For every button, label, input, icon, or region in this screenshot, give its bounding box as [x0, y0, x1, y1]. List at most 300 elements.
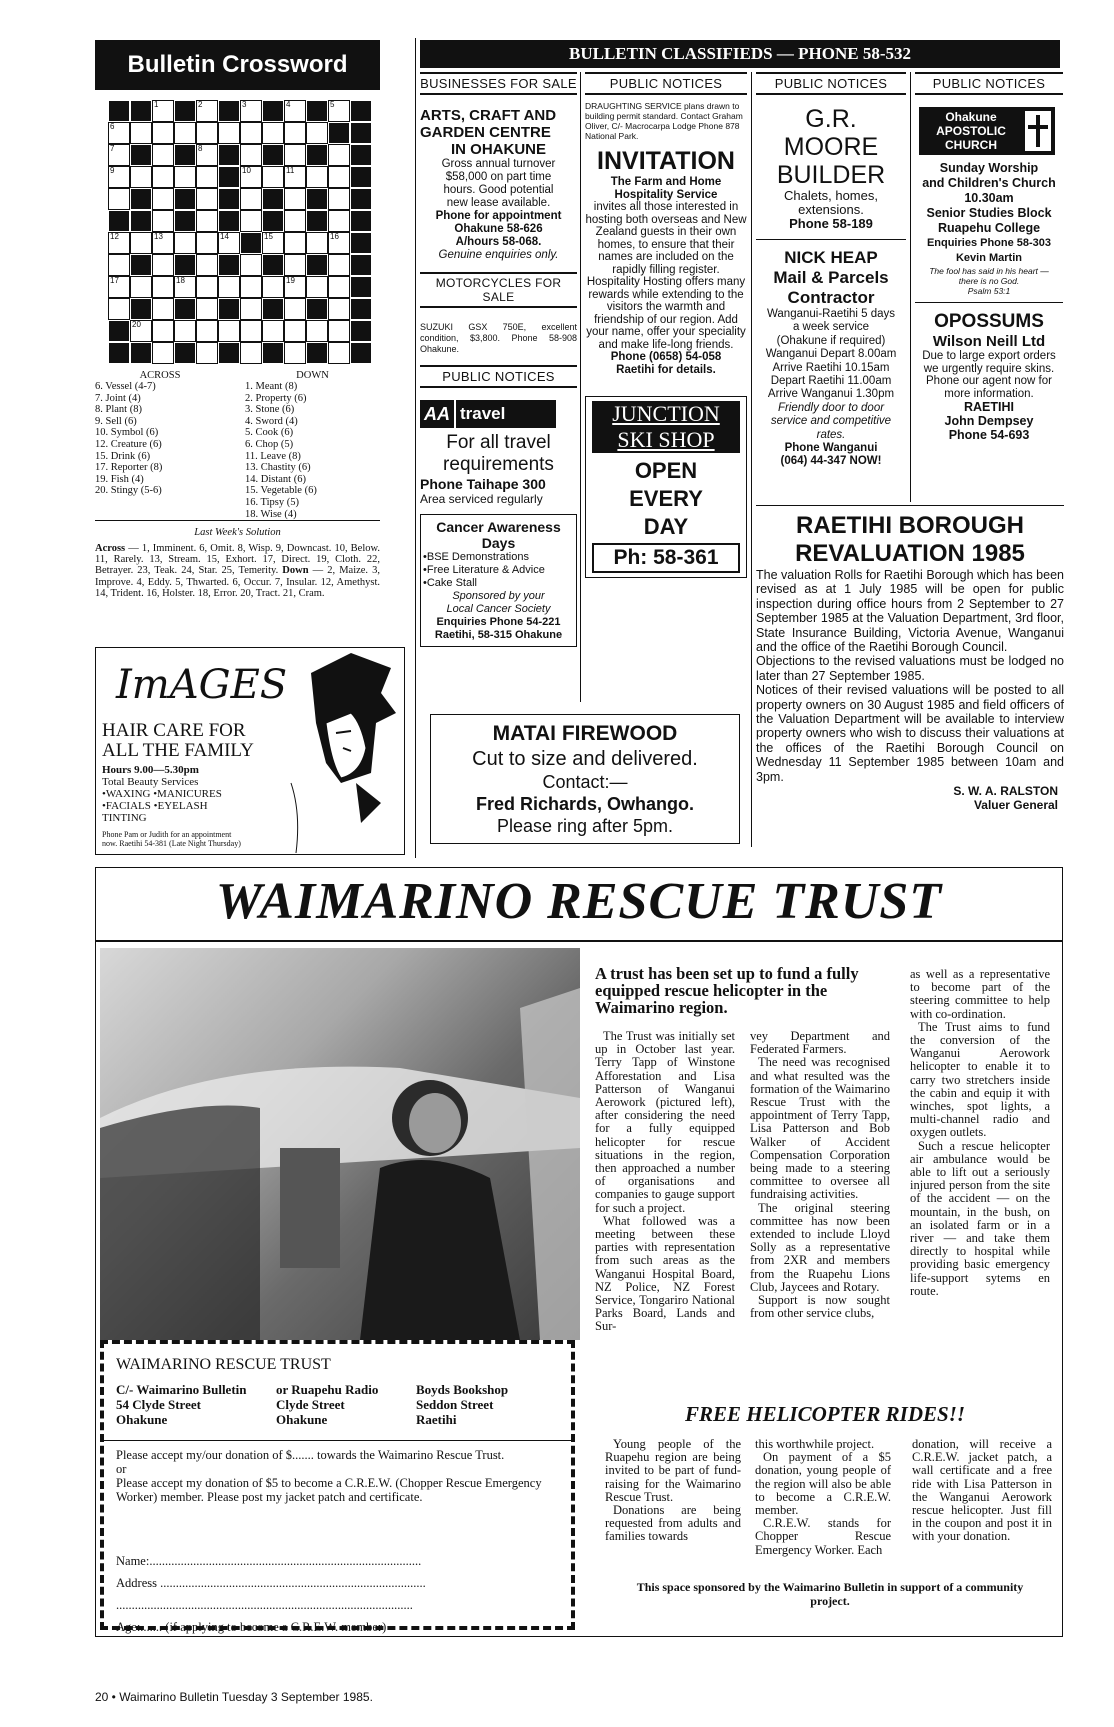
coupon-c3: Raetihi [416, 1412, 457, 1427]
down-clue: 16. Tipsy (5) [245, 496, 299, 508]
inv-body: invites all those interested in hosting both overseas and New Zealand guests in their own homes, to ensure that their names are included on the rapidly filling register. Hospitality Hosting offers many rewards while extending to the visitors the warmth and friendship of our region. Add your name, offer your speciality and make life-long friends. [585, 201, 747, 351]
solution-text [95, 543, 380, 599]
arts-title3: IN OHAKUNE [450, 141, 546, 158]
inv-title: INVITATION [597, 147, 735, 175]
crossword-square[interactable] [108, 276, 130, 298]
crossword-square[interactable] [284, 188, 306, 210]
coupon-a1: C/- Waimarino Bulletin [116, 1382, 247, 1397]
crossword-block [350, 254, 372, 276]
crossword-square[interactable] [328, 320, 350, 342]
crossword-block [130, 254, 152, 276]
opossums-title: OPOSSUMS [934, 311, 1044, 332]
crossword-block [328, 122, 350, 144]
crossword-square[interactable] [240, 122, 262, 144]
inv-phone2: Raetihi for details. [616, 363, 716, 376]
down-clue: 15. Vegetable (6) [245, 485, 317, 497]
crossword-square[interactable] [240, 254, 262, 276]
crossword-square[interactable] [328, 298, 350, 320]
crossword-square[interactable] [284, 122, 306, 144]
down-clue: 3. Stone (6) [245, 404, 295, 416]
crossword-block [306, 210, 328, 232]
crossword-block [108, 210, 130, 232]
solution-down-label: Down [282, 565, 309, 577]
clue-number: 3 [242, 100, 247, 109]
rescue-c1: The Trust was initially set up in October last year. Terry Tapp of Winstone Afforestation and Lisa Patterson of Wanganui Aerowork (pictured left), after considering the need for a fully equipped helicopter for rescue situations in the region, then approached a number of organisations and companies to gauge support for such a project. [595, 1029, 735, 1215]
crossword-square[interactable] [130, 122, 152, 144]
crossword-square[interactable] [218, 276, 240, 298]
crossword-square[interactable] [328, 232, 350, 254]
crossword-square[interactable] [152, 188, 174, 210]
images-hours: Hours 9.00—5.30pm [102, 764, 199, 776]
rescue-c2b: The need was recognised and what resulted was the formation of the Waimarino Rescue Trust with the appointment of Terry Tapp, Lisa Patterson and Bob Walker of Accident Compensation Corporation being made to a steering committee to oversee all fundraising activities. [750, 1055, 890, 1202]
across-clue: 15. Drink (6) [95, 450, 151, 462]
col4 [915, 72, 1063, 442]
crossword-square[interactable] [240, 188, 262, 210]
rescue-col2 [750, 1030, 890, 1320]
clue-number: 16 [330, 232, 339, 241]
crossword-square[interactable] [108, 254, 130, 276]
opossums-body: Due to large export orders we urgently require skins. Phone our agent now for more information. [922, 350, 1056, 400]
rescue-title: WAIMARINO RESCUE TRUST [215, 873, 943, 930]
crossword-square[interactable] [284, 166, 306, 188]
cancer-sp2: Local Cancer Society [446, 603, 551, 615]
rescue-c2d: Support is now sought from other service clubs, [750, 1293, 890, 1321]
arts-body2: $58,000 on part time [445, 171, 552, 183]
across-clue: 6. Vessel (4-7) [95, 381, 156, 392]
crossword-block [218, 298, 240, 320]
reval-title1: RAETIHI BOROUGH [796, 512, 1024, 539]
cancer-enq2: Raetihi, 58-315 Ohakune [434, 629, 563, 641]
clue-number: 19 [286, 276, 295, 285]
church-b2: and Children's Church [922, 176, 1056, 190]
crossword-square[interactable] [262, 122, 284, 144]
clue-number: 12 [110, 232, 119, 241]
nick-b4: Wanganui Depart 8.00am [765, 348, 897, 361]
images-contact1: Phone Pam or Judith for an appointment [102, 830, 232, 839]
crossword-block [306, 100, 328, 122]
crossword-square[interactable] [152, 166, 174, 188]
church-b7: Kevin Martin [955, 252, 1022, 264]
crossword-square[interactable] [108, 298, 130, 320]
nick-i2: service and competitive [770, 415, 892, 428]
rescue-title-rule [95, 940, 1063, 942]
crossword-block [130, 144, 152, 166]
images-line2: ALL THE FAMILY [102, 740, 254, 761]
crossword-block [306, 188, 328, 210]
crossword-square[interactable] [174, 320, 196, 342]
crossword-square[interactable] [262, 166, 284, 188]
church-logo [919, 107, 1055, 155]
crossword-block [174, 188, 196, 210]
crossword-square[interactable] [284, 342, 306, 364]
cancer-title1: Cancer Awareness [436, 519, 561, 535]
crossword-block [218, 342, 240, 364]
crossword-square[interactable] [240, 144, 262, 166]
crossword-square[interactable] [328, 144, 350, 166]
free-rides-title: FREE HELICOPTER RIDES!! [684, 1402, 966, 1426]
opossums-sub: Wilson Neill Ltd [932, 333, 1046, 350]
reval-p3: Notices of their revised valuations will be posted to all property owners on 30 August 1985 and field officers of the Valuation Department will be available to interview property owners who wish to discuss their valuations at the offices of the Raetihi Borough Council on Wednesday 11 September 1985 between 10am and 3pm. [756, 683, 1064, 784]
crossword-square[interactable] [306, 166, 328, 188]
crossword-block [174, 298, 196, 320]
model-illustration [281, 653, 401, 853]
crossword-square[interactable] [262, 320, 284, 342]
church-q1: The fool has said in his heart — [929, 266, 1049, 276]
cancer-b2: •Free Literature & Advice [423, 564, 545, 576]
col3 [756, 72, 906, 469]
down-clue: 18. Wise (4) [245, 508, 297, 520]
crossword-square[interactable] [108, 188, 130, 210]
matai-l2: Contact:— [542, 772, 628, 792]
crossword-section [95, 40, 412, 635]
clue-number: 6 [110, 122, 115, 131]
clue-number: 15 [264, 232, 273, 241]
across-clue: 19. Fish (4) [95, 473, 144, 485]
images-services: Total Beauty Services [102, 776, 199, 788]
nick-b2: a week service [792, 321, 870, 334]
crossword-block [218, 144, 240, 166]
crossword-block [130, 100, 152, 122]
free-col1 [605, 1438, 741, 1544]
junction-ad [585, 396, 747, 578]
crossword-square[interactable] [108, 144, 130, 166]
inv-b2: Hospitality Service [614, 188, 718, 201]
crossword-square[interactable] [152, 122, 174, 144]
gr-phone: Phone 58-189 [789, 216, 873, 231]
crossword-block [306, 298, 328, 320]
church2: APOSTOLIC [936, 124, 1006, 138]
junction1: JUNCTION [612, 401, 720, 426]
cancer-b3: •Cake Stall [423, 577, 477, 589]
crossword-square[interactable] [174, 122, 196, 144]
col3-header: PUBLIC NOTICES [756, 72, 906, 95]
matai-ad [430, 714, 740, 844]
coupon-b3: Ohakune [276, 1412, 328, 1427]
crossword-block [218, 188, 240, 210]
church-b5: Ruapehu College [937, 221, 1041, 235]
rescue-c1b: What followed was a meeting between these parties with representation from such areas as the Wanganui Hospital Board, NZ Police, NZ Forest Service, Tongariro National Parks Board, Lands and Sur- [595, 1213, 735, 1334]
crossword-square[interactable] [328, 100, 350, 122]
crossword-square[interactable] [284, 100, 306, 122]
crossword-square[interactable] [196, 144, 218, 166]
church-q3: Psalm 53:1 [967, 286, 1011, 296]
arts-phone1: Phone for appointment [435, 210, 562, 222]
crossword-block [262, 144, 284, 166]
down-clue: 6. Chop (5) [245, 438, 294, 450]
images-contact2: now. Raetihi 54-381 (Late Night Thursday) [102, 839, 241, 848]
coupon-p1: Please accept my/our donation of $....... towards the Waimarino Rescue Trust. [116, 1448, 505, 1462]
solution-title: Last Week's Solution [194, 527, 281, 538]
coupon-a2: 54 Clyde Street [116, 1397, 201, 1412]
crossword-block [218, 100, 240, 122]
down-clue: 1. Meant (8) [245, 381, 298, 392]
nick-b6: Depart Raetihi 11.00am [770, 375, 892, 388]
crossword-square[interactable] [196, 232, 218, 254]
crossword-square[interactable] [240, 100, 262, 122]
crossword-square[interactable] [240, 320, 262, 342]
crossword-square[interactable] [284, 320, 306, 342]
coupon-or: or [116, 1462, 127, 1476]
across-clue: 7. Joint (4) [95, 392, 141, 404]
church-b4: Senior Studies Block [926, 206, 1052, 220]
nick-p1: Phone Wanganui [784, 442, 878, 455]
revaluation-notice [756, 505, 1064, 812]
crossword-square[interactable] [240, 298, 262, 320]
crossword-square[interactable] [196, 342, 218, 364]
arts-body1: Gross annual turnover [441, 158, 556, 170]
solution-across-label: Across [95, 543, 126, 554]
across-clue: 12. Creature (6) [95, 438, 162, 450]
crossword-square[interactable] [218, 320, 240, 342]
crossword-square[interactable] [262, 276, 284, 298]
crossword-block [350, 188, 372, 210]
down-clue: 11. Leave (8) [245, 450, 301, 462]
crossword-block [306, 144, 328, 166]
crossword-block [350, 320, 372, 342]
crossword-square[interactable] [130, 166, 152, 188]
images-line1: HAIR CARE FOR [102, 720, 246, 741]
crossword-square[interactable] [328, 188, 350, 210]
reval-sig2: Valuer General [973, 798, 1058, 813]
cancer-ad [420, 514, 577, 647]
clue-number: 9 [110, 166, 115, 175]
free-f1: Young people of the Ruapehu region are being invited to be part of fund-raising for the Waimarino Rescue Trust. [605, 1437, 741, 1504]
crossword-square[interactable] [196, 188, 218, 210]
open3: DAY [643, 514, 689, 539]
nick-title2: Mail & Parcels [773, 268, 889, 287]
crossword-block [262, 210, 284, 232]
crossword-square[interactable] [196, 122, 218, 144]
reval-title2: REVALUATION 1985 [795, 540, 1025, 567]
crossword-square[interactable] [328, 276, 350, 298]
crossword-block [240, 232, 262, 254]
church3: CHURCH [945, 138, 997, 152]
images-ad [95, 647, 405, 855]
coupon-b1: or Ruapehu Radio [276, 1382, 379, 1397]
inv-phone1: Phone (0658) 54-058 [610, 351, 722, 363]
col2-header: PUBLIC NOTICES [585, 72, 747, 95]
crossword-square[interactable] [306, 232, 328, 254]
crossword-square[interactable] [218, 232, 240, 254]
coupon-address-line2[interactable]: ............................................................................................... [116, 1598, 413, 1612]
crossword-square[interactable] [152, 320, 174, 342]
down-title: DOWN [296, 370, 329, 381]
crossword-square[interactable] [284, 144, 306, 166]
aa-line2: requirements [443, 454, 554, 475]
clue-number: 10 [242, 166, 251, 175]
col1 [420, 72, 577, 647]
across-clue: 17. Reporter (8) [95, 462, 163, 474]
crossword-block [108, 320, 130, 342]
down-list [245, 381, 380, 520]
clue-number: 20 [132, 320, 141, 329]
clue-number: 18 [176, 276, 185, 285]
coupon-address-field[interactable]: Address ..................................................................................... [116, 1576, 426, 1590]
clue-number: 1 [154, 100, 159, 109]
crossword-block [218, 210, 240, 232]
opossums-r2: John Dempsey [944, 414, 1034, 428]
crossword-square[interactable] [152, 210, 174, 232]
cancer-title2: Days [481, 535, 516, 551]
crossword-block [174, 342, 196, 364]
down-clue: 5. Cook (6) [245, 427, 294, 439]
col-rule-3 [910, 72, 911, 502]
crossword-square[interactable] [284, 232, 306, 254]
crossword-square[interactable] [284, 298, 306, 320]
crossword-block [108, 100, 130, 122]
nick-b7: Arrive Wanganui 1.30pm [767, 388, 895, 401]
cancer-enq1: Enquiries Phone 54-221 [436, 616, 561, 628]
crossword-square[interactable] [328, 254, 350, 276]
free-col2 [755, 1438, 891, 1557]
across-clue: 8. Plant (8) [95, 404, 142, 416]
crossword-block [350, 210, 372, 232]
cancer-sp1: Sponsored by your [452, 590, 545, 602]
crossword-square[interactable] [108, 166, 130, 188]
junction2: SKI SHOP [617, 427, 715, 452]
crossword-square[interactable] [262, 232, 284, 254]
church-b6: Enquiries Phone 58-303 [926, 237, 1052, 249]
crossword-block [350, 100, 372, 122]
matai-l4: Please ring after 5pm. [496, 816, 674, 836]
crossword-square[interactable] [174, 276, 196, 298]
rescue-col1 [595, 1030, 735, 1334]
nick-i3: rates. [816, 428, 846, 441]
clue-number: 8 [198, 144, 203, 153]
rescue-col3 [910, 968, 1050, 1298]
crossword-square[interactable] [196, 100, 218, 122]
crossword-square[interactable] [328, 166, 350, 188]
moto-body: SUZUKI GSX 750E, excellent condition, $3,800. Phone 58-908 Ohakune. [420, 322, 577, 354]
images-s1: •WAXING •MANICURES [102, 788, 222, 800]
rescue-c3b: The Trust aims to fund the conversion of the Wanganui Aerowork helicopter to enable it to carry two stretchers inside the cabin and equip it with winches, spot lights, a multi-channel radio and oxygen outlets. [910, 1019, 1050, 1140]
crossword-block [130, 188, 152, 210]
down-clues [245, 370, 380, 520]
crossword-block [130, 210, 152, 232]
crossword-block [350, 232, 372, 254]
crossword-square[interactable] [152, 254, 174, 276]
crossword-square[interactable] [240, 210, 262, 232]
crossword-square[interactable] [196, 210, 218, 232]
matai-l3: Fred Richards, Owhango. [475, 794, 695, 814]
church1: Ohakune [945, 110, 997, 124]
pn-header: PUBLIC NOTICES [420, 365, 577, 388]
reval-p2: Objections to the revised valuations must be lodged no later than 27 September 1985. [756, 654, 1064, 683]
clue-number: 13 [154, 232, 163, 241]
crossword-square[interactable] [152, 342, 174, 364]
rescue-c2c: The original steering committee has now been extended to include Lloyd Solly as a representative from 2XR and members from the Ruapehu Lions Club, Jaycees and Rotary. [750, 1200, 890, 1294]
crossword-square[interactable] [240, 166, 262, 188]
matai-l1: Cut to size and delivered. [472, 748, 698, 770]
coupon-title: WAIMARINO RESCUE TRUST [116, 1356, 331, 1373]
crossword-block [262, 298, 284, 320]
crossword-square[interactable] [152, 276, 174, 298]
down-clue: 14. Distant (6) [245, 473, 306, 485]
nick-b3: (Ohakune if required) [776, 334, 886, 347]
coupon-name-field[interactable]: Name:....................................................................................... [116, 1554, 422, 1568]
crossword-grid [108, 100, 372, 364]
nick-b1: Wanganui-Raetihi 5 days [766, 308, 896, 320]
aa-word: travel [456, 400, 556, 428]
crossword-block [174, 210, 196, 232]
coupon-b2: Clyde Street [276, 1397, 345, 1412]
solution-across: — 1, Imminent. 6, Omit. 8, Wisp. 9, Downcast. 10, Below. 11, Rarely. 13, Stream. 15, Exhort. 17, Direct. 19, Cloth. 22, Betrayer. 23, Teak. 24, Star. 25, Temerity. [95, 543, 381, 577]
nick-title3: Contractor [787, 288, 875, 307]
crossword-title: Bulletin Crossword [95, 40, 380, 90]
gr-title1: G.R. MOORE [783, 105, 879, 161]
col1-header: BUSINESSES FOR SALE [420, 72, 577, 95]
crossword-square[interactable] [328, 342, 350, 364]
crossword-square[interactable] [284, 276, 306, 298]
crossword-square[interactable] [240, 276, 262, 298]
church-q2: there is no God. [958, 276, 1020, 286]
open1: OPEN [634, 458, 698, 483]
crossword-square[interactable] [152, 144, 174, 166]
crossword-square[interactable] [306, 122, 328, 144]
down-clue: 13. Chastity (6) [245, 462, 311, 474]
crossword-square[interactable] [174, 232, 196, 254]
crossword-square[interactable] [196, 298, 218, 320]
crossword-square[interactable] [328, 210, 350, 232]
crossword-square[interactable] [174, 166, 196, 188]
moto-header [420, 272, 577, 308]
crossword-square[interactable] [108, 232, 130, 254]
aa-phone: Phone Taihape 300 [420, 476, 546, 492]
crossword-square[interactable] [306, 276, 328, 298]
col2 [585, 72, 747, 578]
crossword-square[interactable] [130, 276, 152, 298]
crossword-square[interactable] [240, 342, 262, 364]
crossword-block [174, 100, 196, 122]
arts-phone2: Ohakune 58-626 [454, 223, 543, 235]
crossword-square[interactable] [152, 232, 174, 254]
crossword-block [350, 298, 372, 320]
crossword-block [350, 342, 372, 364]
crossword-square[interactable] [152, 100, 174, 122]
crossword-square[interactable] [284, 210, 306, 232]
crossword-block [262, 342, 284, 364]
crossword-square[interactable] [130, 232, 152, 254]
crossword-square[interactable] [196, 254, 218, 276]
coupon-age-field[interactable]: Age:....... (if applying to become a C.R.E.W. member) [116, 1620, 387, 1634]
crossword-square[interactable] [108, 122, 130, 144]
crossword-square[interactable] [196, 166, 218, 188]
clue-number: 11 [286, 166, 295, 175]
crossword-square[interactable] [218, 122, 240, 144]
crossword-square[interactable] [152, 298, 174, 320]
crossword-square[interactable] [196, 276, 218, 298]
clue-number: 2 [198, 100, 203, 109]
arts-phone3: A/hours 58-068. [455, 236, 542, 248]
crossword-block [218, 166, 240, 188]
arts-title2: GARDEN CENTRE [420, 124, 551, 141]
crossword-square[interactable] [306, 320, 328, 342]
images-s2: •FACIALS •EYELASH [102, 800, 208, 812]
free-f2: this worthwhile project. [755, 1437, 875, 1451]
nick-i1: Friendly door to door [777, 401, 885, 414]
crossword-block [350, 166, 372, 188]
nick-b5: Arrive Raetihi 10.15am [772, 361, 890, 374]
moto-header2: SALE [482, 290, 515, 304]
rescue-c3c: Such a rescue helicopter air ambulance would be able to lift out a seriously injured person from the site of the accident — on the mountain, in the bush, on an isolated farm or in a river — and take them directly to hospital while providing basic emergency life-support sytems en route. [910, 1138, 1050, 1298]
col4-header: PUBLIC NOTICES [915, 72, 1063, 95]
crossword-square[interactable] [284, 254, 306, 276]
crossword-square[interactable] [130, 320, 152, 342]
crossword-square[interactable] [196, 320, 218, 342]
arts-body4: new lease available. [446, 197, 551, 209]
across-clue: 10. Symbol (6) [95, 427, 159, 439]
clue-number: 4 [286, 100, 291, 109]
